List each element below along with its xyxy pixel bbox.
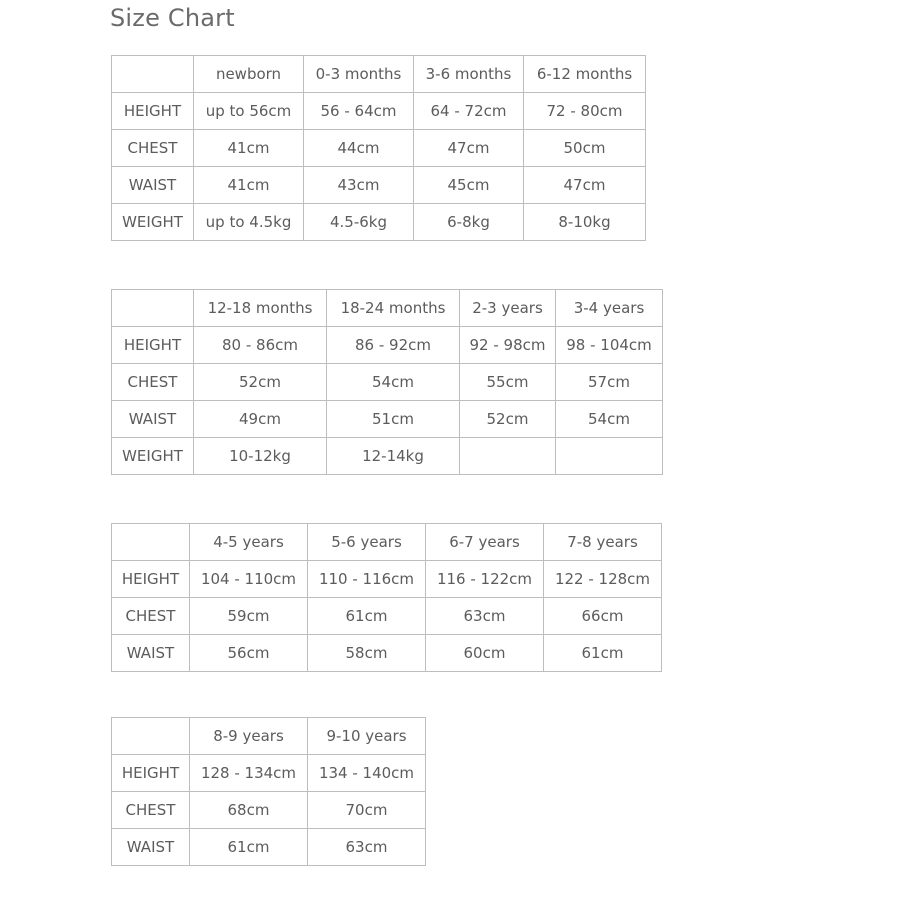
table-cell: 43cm [304,167,414,204]
table-cell: 61cm [190,829,308,866]
table-cell: 54cm [327,364,460,401]
row-label: WAIST [112,635,190,672]
column-header: 9-10 years [308,718,426,755]
column-header: 6-7 years [426,524,544,561]
row-label: WEIGHT [112,438,194,475]
table-cell: 98 - 104cm [556,327,663,364]
table-cell: 55cm [460,364,556,401]
row-label: WEIGHT [112,204,194,241]
header-corner-cell [112,524,190,561]
column-header: 6-12 months [524,56,646,93]
table-cell: 92 - 98cm [460,327,556,364]
table-row [112,792,426,829]
table-cell: 8-10kg [524,204,646,241]
row-label: WAIST [112,401,194,438]
table-cell: 56 - 64cm [304,93,414,130]
column-header: 5-6 years [308,524,426,561]
column-header: 7-8 years [544,524,662,561]
size-table-toddler [111,289,663,475]
size-table-older-kids [111,717,426,866]
table-row [112,130,646,167]
table-header-row [112,56,646,93]
header-corner-cell [112,290,194,327]
table-cell: 128 - 134cm [190,755,308,792]
table-cell: 47cm [524,167,646,204]
table-row [112,438,663,475]
table-header-row [112,524,662,561]
column-header: 4-5 years [190,524,308,561]
table-cell: 63cm [308,829,426,866]
table-row [112,93,646,130]
column-header: newborn [194,56,304,93]
row-label: HEIGHT [112,561,190,598]
table-cell: 4.5-6kg [304,204,414,241]
table-cell: 45cm [414,167,524,204]
table-cell: 70cm [308,792,426,829]
table-cell [556,438,663,475]
row-label: CHEST [112,792,190,829]
row-label: HEIGHT [112,755,190,792]
column-header: 0-3 months [304,56,414,93]
table-cell: 60cm [426,635,544,672]
table-cell: 63cm [426,598,544,635]
table-cell: 52cm [460,401,556,438]
size-table-infant [111,55,646,241]
table-row [112,755,426,792]
table-cell: 10-12kg [194,438,327,475]
row-label: CHEST [112,130,194,167]
table-cell: 56cm [190,635,308,672]
column-header: 18-24 months [327,290,460,327]
table-cell: 122 - 128cm [544,561,662,598]
column-header: 3-6 months [414,56,524,93]
table-cell: 80 - 86cm [194,327,327,364]
table-cell: 66cm [544,598,662,635]
table-cell: up to 4.5kg [194,204,304,241]
table-row [112,401,663,438]
table-row [112,635,662,672]
row-label: HEIGHT [112,327,194,364]
table-cell: 12-14kg [327,438,460,475]
table-cell [460,438,556,475]
table-cell: up to 56cm [194,93,304,130]
header-corner-cell [112,56,194,93]
table-cell: 44cm [304,130,414,167]
table-cell: 59cm [190,598,308,635]
row-label: CHEST [112,598,190,635]
table-row [112,204,646,241]
table-row [112,364,663,401]
table-cell: 41cm [194,167,304,204]
table-cell: 86 - 92cm [327,327,460,364]
table-cell: 6-8kg [414,204,524,241]
table-header-row [112,290,663,327]
table-cell: 52cm [194,364,327,401]
column-header: 3-4 years [556,290,663,327]
table-cell: 50cm [524,130,646,167]
size-table-kids [111,523,662,672]
table-cell: 72 - 80cm [524,93,646,130]
table-cell: 57cm [556,364,663,401]
table-cell: 58cm [308,635,426,672]
table-row [112,167,646,204]
table-row [112,598,662,635]
row-label: WAIST [112,167,194,204]
table-cell: 116 - 122cm [426,561,544,598]
row-label: CHEST [112,364,194,401]
table-cell: 61cm [308,598,426,635]
table-cell: 49cm [194,401,327,438]
table-row [112,327,663,364]
table-header-row [112,718,426,755]
table-cell: 64 - 72cm [414,93,524,130]
table-row [112,829,426,866]
page-title: Size Chart [110,4,235,32]
table-cell: 110 - 116cm [308,561,426,598]
table-cell: 41cm [194,130,304,167]
column-header: 8-9 years [190,718,308,755]
table-cell: 54cm [556,401,663,438]
table-cell: 47cm [414,130,524,167]
column-header: 2-3 years [460,290,556,327]
row-label: HEIGHT [112,93,194,130]
table-cell: 51cm [327,401,460,438]
table-cell: 68cm [190,792,308,829]
table-cell: 134 - 140cm [308,755,426,792]
header-corner-cell [112,718,190,755]
table-cell: 104 - 110cm [190,561,308,598]
column-header: 12-18 months [194,290,327,327]
table-row [112,561,662,598]
table-cell: 61cm [544,635,662,672]
row-label: WAIST [112,829,190,866]
